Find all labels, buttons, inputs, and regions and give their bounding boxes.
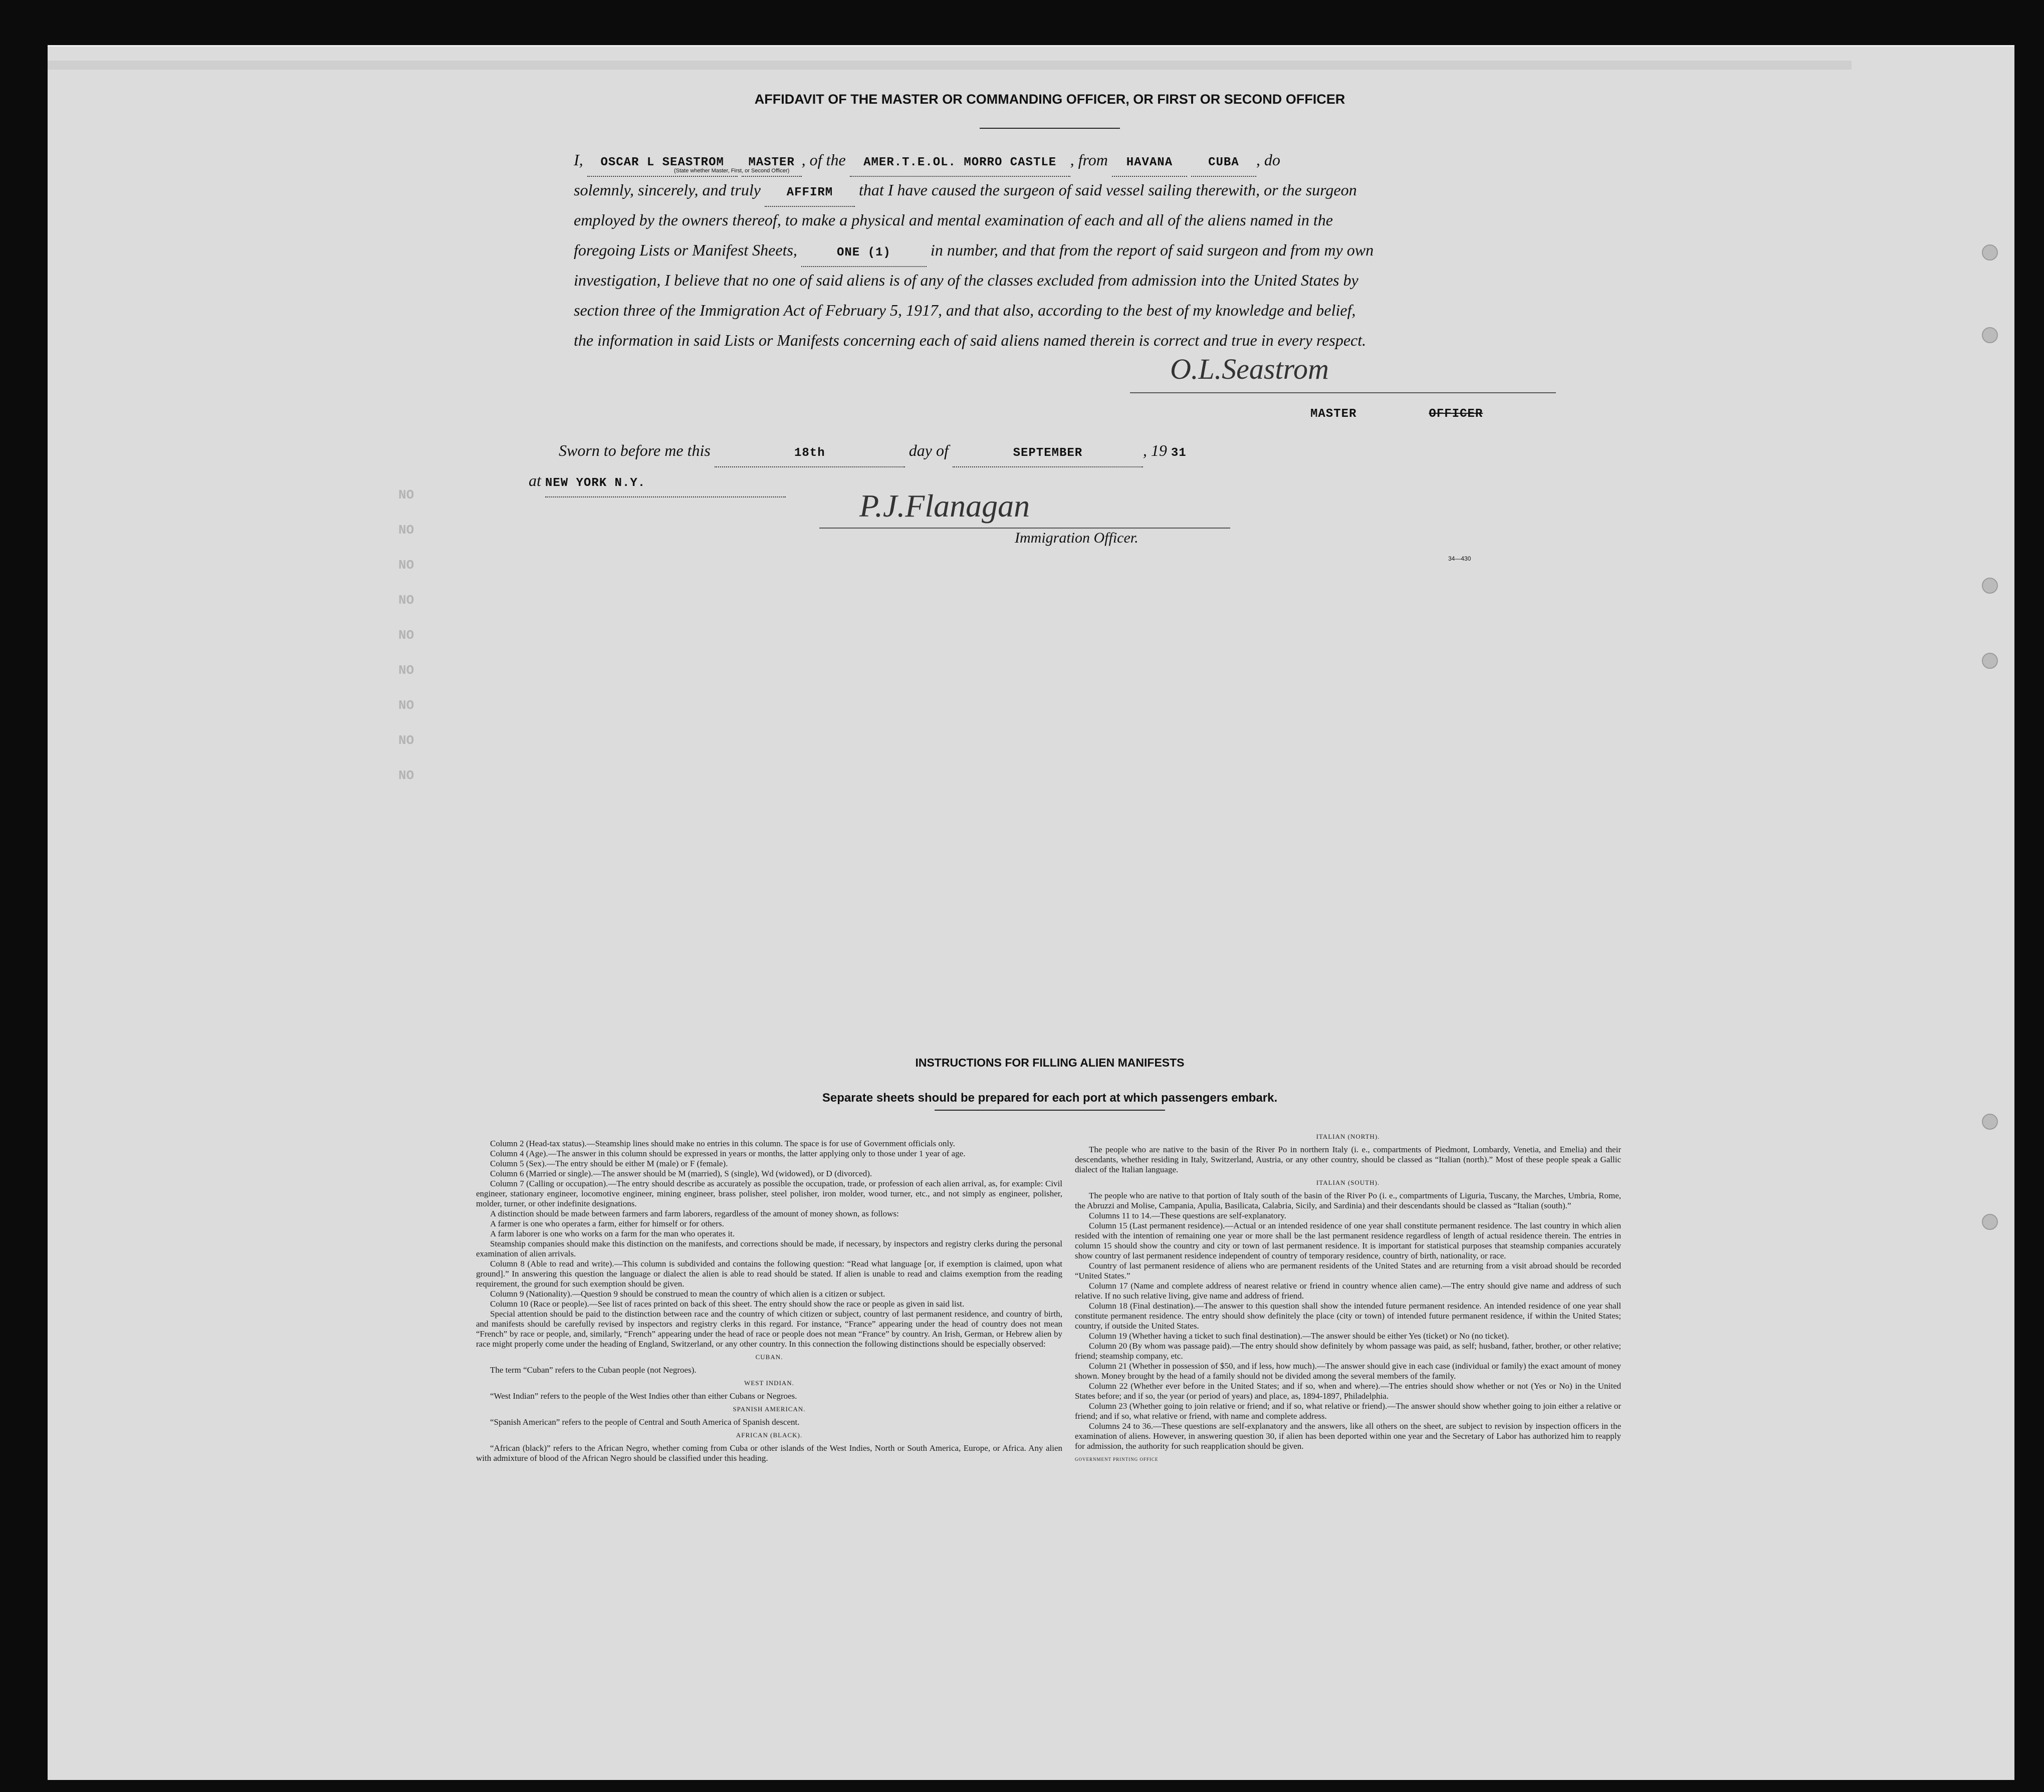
line2-text-b: that I have caused the surgeon of said vessel sailing therewith, or the surgeon <box>858 181 1357 199</box>
instructions-subtitle: Separate sheets should be prepared for each port at which passengers embark. <box>822 1091 1278 1105</box>
instruction-para: Columns 11 to 14.—These questions are self-explanatory. <box>1089 1211 1286 1220</box>
printer-imprint: GOVERNMENT PRINTING OFFICE <box>1075 1457 1159 1462</box>
binder-hole <box>1982 1214 1998 1230</box>
bleed-row: NO <box>398 593 414 608</box>
instruction-para: Steamship companies should make this distinction on the manifests, and corrections should be made, if necessary, by inspectors and registry clerks during the personal examination of alien arrivals. <box>476 1239 1062 1258</box>
master-signature: O.L.Seastrom <box>1170 353 1329 385</box>
sig-title-master: MASTER <box>1310 407 1357 421</box>
sheet-count: ONE (1) <box>801 240 927 267</box>
affidavit-title-rule <box>980 128 1120 129</box>
instruction-para: Column 10 (Race or people).—See list of races printed on back of this sheet. The entry should show the race or people as given in said list. <box>490 1299 965 1309</box>
binder-hole <box>1982 653 1998 669</box>
officer-signature: P.J.Flanagan <box>859 488 1030 524</box>
instruction-para: Columns 24 to 36.—These questions are self-explanatory and the answers, like all others on the sheet, are subject to revision by inspection officers in the examination of aliens. However, in answering question 30, if alien has been deported within one year and the Secretary of Labor has authorized him to reapply for admission, the authority for such reapplication should be given. <box>1075 1421 1621 1451</box>
manifest-sheet <box>48 45 2014 1780</box>
instruction-para: Column 23 (Whether going to join relative or friend; and if so, what relative or friend).—The answer should show whether going to join either a relative or friend; and if so, what relative or friend, with name and complete address. <box>1075 1401 1621 1421</box>
affidavit-line-7: the information in said Lists or Manifests concerning each of said aliens named therein is correct and true in every respect. <box>574 331 1367 349</box>
bleed-row: NO <box>398 628 414 643</box>
from-label: , from <box>1070 151 1108 169</box>
instruction-para: Column 17 (Name and complete address of nearest relative or friend in country whence alien came).—The entry should give name and address of such relative. If no such relative living, give name and address of friend. <box>1075 1281 1621 1301</box>
instruction-para: Column 22 (Whether ever before in the United States; and if so, when and where).—The entries should show whether or not (Yes or No) in the United States before; and if so, the year (or period of years) and place, as, 1894-1897, Philadelphia. <box>1075 1381 1621 1401</box>
section-head: SPANISH AMERICAN. <box>733 1405 806 1413</box>
bleed-row: NO <box>398 558 414 573</box>
vessel-name: AMER.T.E.OL. MORRO CASTLE <box>850 150 1070 177</box>
instruction-para: A farm laborer is one who works on a farm for the man who operates it. <box>490 1229 735 1238</box>
instructions-rule <box>935 1110 1165 1111</box>
bleed-row: NO <box>398 523 414 538</box>
affidavit-line-3: employed by the owners thereof, to make a physical and mental examination of each and all of the aliens named in the <box>574 211 1333 229</box>
instruction-para: The people who are native to the basin of the River Po in northern Italy (i. e., compartments of Piedmont, Lombardy, Venetia, and Emelia) and their descendants, whether residing in Italy, Switzerland, Austria, or any other country, should be classed as “Italian (north).” Most of these people speak a Gallic dialect of the Italian language. <box>1075 1145 1621 1174</box>
signature-title <box>1310 407 1483 421</box>
bleed-row: NO <box>398 487 414 502</box>
instruction-para: The people who are native to that portion of Italy south of the basin of the River Po (i. e., compartments of Liguria, Tuscany, the Marches, Umbria, Rome, the Abruzzi and Molise, Campania, Apulia, Basilicata, Calabria, Sicily, and Sardinia) and their descendants should be classed as “Italian (south).” <box>1075 1191 1621 1210</box>
instructions-right-column <box>1075 1129 1621 1467</box>
section-head: ITALIAN (NORTH). <box>1316 1133 1380 1140</box>
sig-title-struck: OFFICER <box>1429 407 1483 421</box>
instruction-para: “African (black)” refers to the African Negro, whether coming from Cuba or other islands of the West Indies, North or South America, Europe, or Africa. Any alien with admixture of blood of the African Negro should be classified under this heading. <box>476 1443 1062 1463</box>
line4-text: foregoing Lists or Manifest Sheets, <box>574 241 797 259</box>
bleed-row: NO <box>398 768 414 783</box>
officer-title: Immigration Officer. <box>1015 530 1139 546</box>
affidavit-line-4 <box>574 237 1556 267</box>
affidavit-title: AFFIDAVIT OF THE MASTER OR COMMANDING OFFICER, OR FIRST OR SECOND OFFICER <box>754 92 1345 107</box>
bleed-row: NO <box>398 698 414 713</box>
rank-note: (State whether Master, First, or Second Officer) <box>674 168 790 174</box>
instruction-para: Column 19 (Whether having a ticket to such final destination).—The answer should be either Yes (ticket) or No (no ticket). <box>1089 1331 1509 1341</box>
master-name: OSCAR L SEASTROM <box>587 150 738 177</box>
bleed-row: NO <box>398 663 414 678</box>
section-head: CUBAN. <box>755 1353 783 1361</box>
instruction-para: Column 9 (Nationality).—Question 9 should be construed to mean the country of which alien is a citizen or subject. <box>490 1289 885 1299</box>
line2-text: solemnly, sincerely, and truly <box>574 181 761 199</box>
instruction-para: A distinction should be made between farmers and farm laborers, regardless of the amount of money shown, as follows: <box>490 1209 899 1218</box>
instruction-para: Column 18 (Final destination).—The answer to this question shall show the intended future permanent residence. An intended residence of one year shall constitute permanent residence. The entry should show definitely the place (city or town) of intended future permanent residence, if within the United States; country, if outside the United States. <box>1075 1301 1621 1331</box>
instruction-para: Column 2 (Head-tax status).—Steamship lines should make no entries in this column. The space is for use of Government officials only. <box>490 1139 955 1148</box>
instruction-para: Country of last permanent residence of aliens who are permanent residents of the United States and are returning from a visit abroad should be recorded “United States.” <box>1075 1261 1621 1281</box>
section-head: WEST INDIAN. <box>744 1379 794 1387</box>
departure-country: CUBA <box>1191 150 1256 177</box>
instruction-para: The term “Cuban” refers to the Cuban people (not Negroes). <box>490 1365 697 1375</box>
day-of-text: day of <box>909 441 949 459</box>
instruction-para: Column 7 (Calling or occupation).—The entry should describe as accurately as possible the occupation, trade, or profession of each alien arrival, as, for example: Civil engineer, stationary engineer, locomotive engineer, mining engineer, brass polisher, steel polisher, iron molder, wood turner, etc., and not simply as engineer, polisher, molder, turner, or other indefinite designations. <box>476 1179 1062 1208</box>
of-the-label: , of the <box>801 151 846 169</box>
binder-hole <box>1982 1114 1998 1130</box>
instruction-para: Special attention should be paid to the distinction between race and the country of which citizen or subject, country of last permanent residence, and country of birth, and manifests should be carefully revised by inspectors and registry clerks in this regard. For instance, “France” appearing under the head of country does not mean “French” by race or people, and, similarly, “French” appearing under the head of race or people does not mean “France” by country. An Irish, German, or Hebrew alien by race might properly come under the heading of England, Switzerland, or any other country. In this connection the following distinctions should be especially observed: <box>476 1309 1062 1349</box>
instruction-para: Column 20 (By whom was passage paid).—The entry should show definitely by whom passage was paid, as self; husband, father, brother, or other relative; friend; steamship company, etc. <box>1075 1341 1621 1361</box>
sworn-day: 18th <box>715 440 905 467</box>
section-head: AFRICAN (BLACK). <box>736 1431 803 1439</box>
instruction-para: “West Indian” refers to the people of the West Indies other than either Cubans or Negroes. <box>490 1391 797 1401</box>
affidavit-line-6: section three of the Immigration Act of February 5, 1917, and that also, according to the best of my knowledge and belief, <box>574 301 1356 319</box>
affirm-word: AFFIRM <box>765 180 855 207</box>
line4-text-b: in number, and that from the report of said surgeon and from my own <box>930 241 1374 259</box>
sheet-edge <box>48 61 1852 70</box>
bleed-row: NO <box>398 733 414 748</box>
instruction-para: Column 8 (Able to read and write).—This column is subdivided and contains the following question: “Read what language [or, if exemption is claimed, upon what ground].” In answering this question the language or dialect the alien is able to read should be stated. If alien is unable to read and claims exemption from the reading requirement, the ground for such exemption should be given. <box>476 1259 1062 1289</box>
instruction-para: Column 5 (Sex).—The entry should be either M (male) or F (female). <box>490 1159 728 1168</box>
instruction-para: A farmer is one who operates a farm, either for himself or for others. <box>490 1219 724 1228</box>
affidavit-line-5: investigation, I believe that no one of said aliens is of any of the classes excluded from admission into the United States by <box>574 271 1358 289</box>
binder-hole <box>1982 327 1998 343</box>
instruction-para: Column 21 (Whether in possession of $50, and if less, how much).—The answer should give in each case (individual or family) the exact amount of money shown. Money brought by the head of a family should not be divided among the several members of the family. <box>1075 1361 1621 1381</box>
binder-hole <box>1982 244 1998 261</box>
sworn-year: 31 <box>1171 446 1187 460</box>
sworn-line <box>559 437 1541 467</box>
binder-hole <box>1982 578 1998 594</box>
affidavit-line-2 <box>574 177 1556 207</box>
sworn-place: NEW YORK N.Y. <box>545 470 786 497</box>
sworn-text: Sworn to before me this <box>559 441 711 459</box>
instruction-para: Column 6 (Married or single).—The answer should be M (married), S (single), Wd (widowed), or D (divorced). <box>490 1169 872 1178</box>
sworn-month: SEPTEMBER <box>953 440 1143 467</box>
form-number: 34—430 <box>1448 555 1471 562</box>
instruction-para: “Spanish American” refers to the people of Central and South America of Spanish descent. <box>490 1417 800 1427</box>
signature-rule <box>1130 392 1556 393</box>
section-head: ITALIAN (SOUTH). <box>1316 1179 1380 1186</box>
i-label: I, <box>574 151 583 169</box>
at-text: at <box>529 471 541 489</box>
do-label: , do <box>1256 151 1280 169</box>
departure-port: HAVANA <box>1112 150 1187 177</box>
instruction-para: Column 15 (Last permanent residence).—Actual or an intended residence of one year shall constitute permanent residence. The last country in which alien resided with the intention of remaining one year or more shall be the last permanent residence regardless of length of actual residence therein. The entries in column 15 should show the country and city or town of last permanent residence. It is important for statistical purposes that steamship companies accurately show country of last permanent residence independent of country of temporary residence, country of birth, nationality, or race. <box>1075 1221 1621 1260</box>
instructions-left-column <box>476 1139 1062 1463</box>
instructions-title: INSTRUCTIONS FOR FILLING ALIEN MANIFESTS <box>915 1056 1185 1069</box>
instruction-para: Column 4 (Age).—The answer in this column should be expressed in years or months, the latter applying only to those under 1 year of age. <box>490 1149 966 1158</box>
year-prefix: , 19 <box>1143 441 1167 459</box>
master-rank: MASTER <box>742 150 802 177</box>
